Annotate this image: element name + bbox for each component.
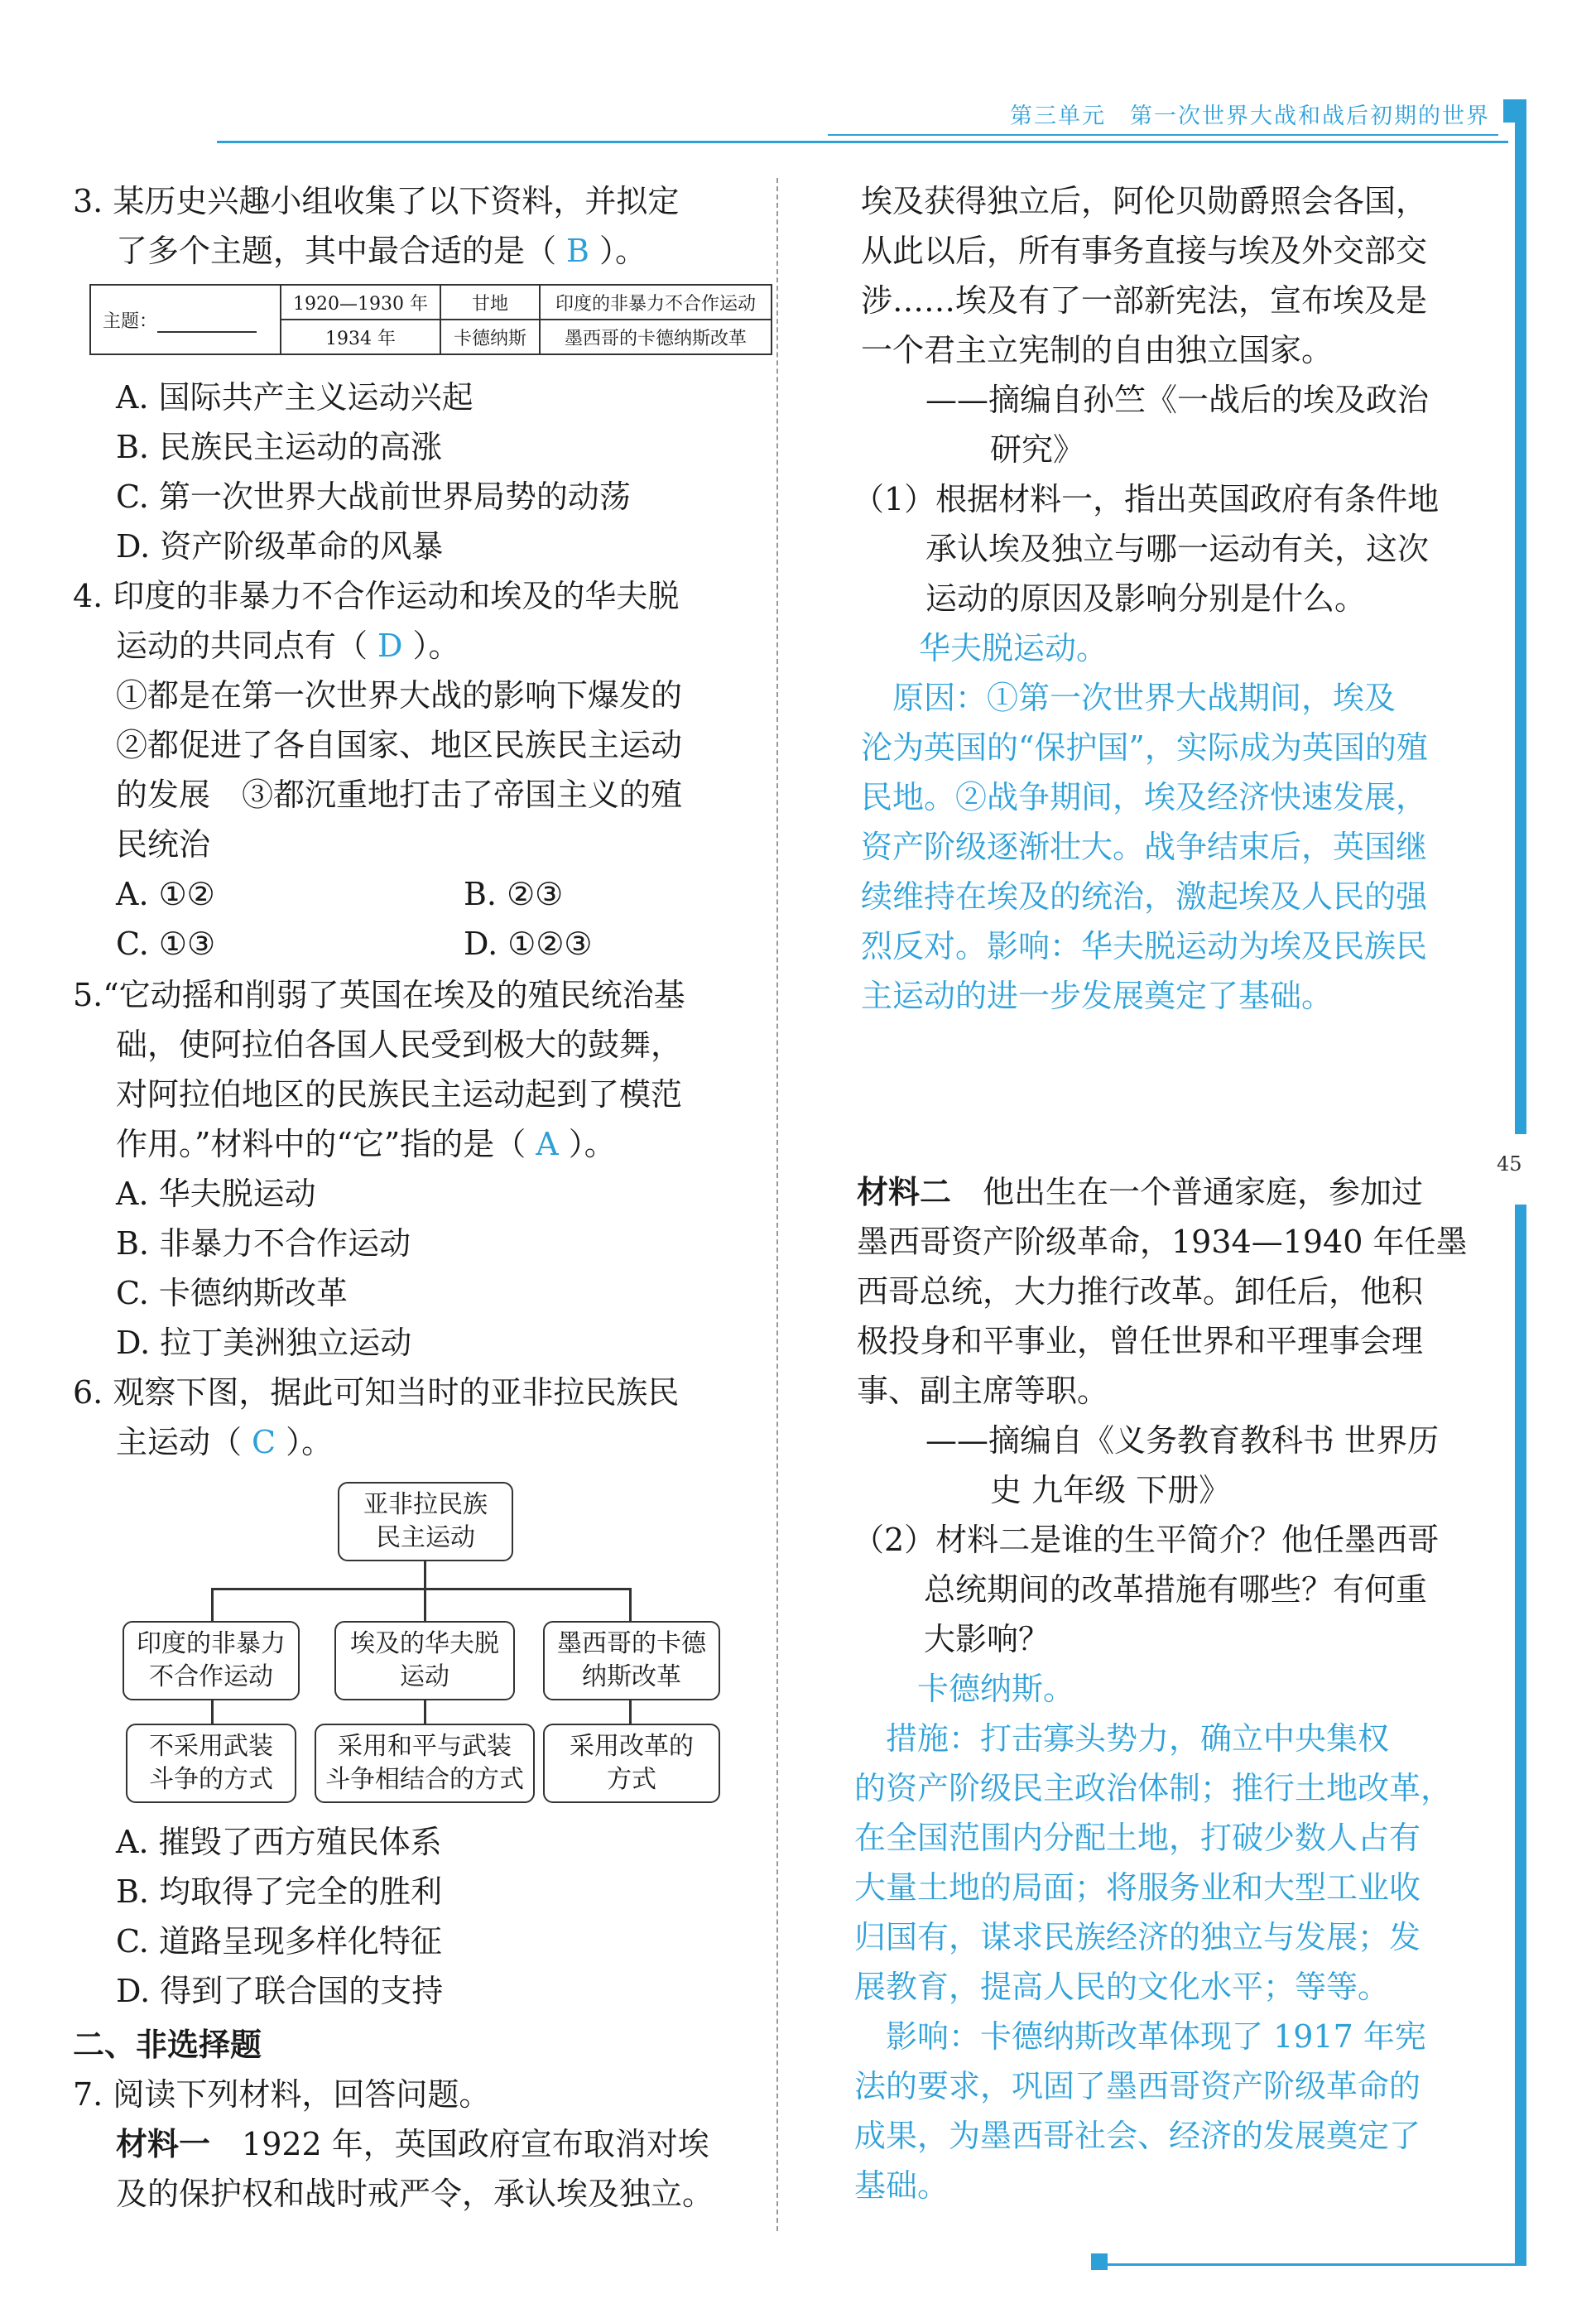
connector (211, 1588, 632, 1590)
q4-stem-text: 运动的共同点有（ (116, 628, 368, 664)
q7-material1-line1 (116, 2119, 709, 2169)
q4-stem-end: ）。 (412, 628, 460, 664)
section-title: 二、非选择题 (73, 2027, 262, 2063)
table-cell: 卡德纳斯 (440, 320, 540, 354)
q4-statement: 民统治 (116, 826, 211, 863)
node-text: 斗争相结合的方式 (325, 1765, 524, 1794)
topic-label: 主题： (103, 310, 158, 332)
node-text: 运动 (400, 1662, 449, 1691)
material2-text: 他出生在一个普通家庭，参加过 (951, 1174, 1424, 1210)
answer-2-line: 基础。 (854, 2167, 949, 2204)
answer-2-line: 法的要求，巩固了墨西哥资产阶级革命的 (854, 2068, 1421, 2104)
table-row (90, 285, 772, 320)
node-text: 亚非拉民族 (363, 1490, 488, 1519)
q4-option-b: B. ②③ (464, 876, 564, 912)
topic-blank (157, 313, 257, 333)
node-text: 不采用武装 (149, 1732, 273, 1761)
topic-cell (90, 285, 281, 354)
material2-source: 史 九年级 下册》 (990, 1472, 1231, 1508)
node-text: 采用改革的 (570, 1732, 694, 1761)
material2-line: 事、副主席等职。 (857, 1373, 1109, 1409)
q4-option-a: A. ①② (116, 876, 215, 912)
node-text: 不合作运动 (149, 1662, 273, 1691)
q7-material1-line2: 及的保护权和战时戒严令，承认埃及独立。 (116, 2176, 714, 2212)
material2-line: 西哥总统，大力推行改革。卸任后，他积 (857, 1273, 1424, 1310)
q3-option-b: B. 民族民主运动的高涨 (116, 429, 443, 465)
q6-option-a: A. 摧毁了西方殖民体系 (116, 1824, 442, 1860)
q6-option-d: D. 得到了联合国的支持 (116, 1973, 444, 2009)
connector (629, 1700, 632, 1725)
answer-1-line: 华夫脱运动。 (919, 630, 1108, 666)
connector (629, 1588, 632, 1623)
table-cell: 印度的非暴力不合作运动 (540, 285, 772, 320)
q6-option-c: C. 道路呈现多样化特征 (116, 1923, 442, 1960)
material2-line: 极投身和平事业，曾任世界和平理事会理 (857, 1323, 1424, 1359)
node-text: 民主运动 (376, 1523, 475, 1552)
q6-stem-line1: 6. 观察下图，据此可知当时的亚非拉民族民 (73, 1374, 680, 1411)
material1-source: 研究》 (990, 431, 1085, 468)
q6-stem-text: 主运动（ (116, 1424, 243, 1460)
q4-statement: 的发展 ③都沉重地打击了帝国主义的殖 (116, 777, 683, 813)
q5-stem-line3: 对阿拉伯地区的民族民主运动起到了模范 (116, 1076, 683, 1113)
answer-2-line: 在全国范围内分配土地，打破少数人占有 (854, 1820, 1421, 1856)
answer-2-line: 展教育，提高人民的文化水平；等等。 (854, 1969, 1390, 2005)
q5-option-a: A. 华夫脱运动 (116, 1176, 316, 1212)
connector (424, 1588, 426, 1623)
q6-answer: C (252, 1424, 276, 1460)
answer-1-line: 民地。②战争期间，埃及经济快速发展， (861, 779, 1428, 815)
q4-option-c: C. ①③ (116, 926, 216, 962)
connector (424, 1561, 426, 1589)
answer-2-line: 成果，为墨西哥社会、经济的发展奠定了 (854, 2118, 1421, 2154)
diagram-node-reform (543, 1724, 720, 1803)
header-rule-upper (828, 134, 1498, 136)
answer-1-line: 资产阶级逐渐壮大。战争结束后，英国继 (861, 829, 1428, 865)
q6-stem-end: ）。 (286, 1424, 334, 1460)
q3-stem-line1: 3. 某历史兴趣小组收集了以下资料，并拟定 (73, 183, 680, 219)
subquestion-2: 总统期间的改革措施有哪些？有何重 (924, 1571, 1428, 1608)
connector (211, 1700, 214, 1725)
running-header (1010, 98, 1490, 130)
column-divider (776, 178, 778, 2231)
q4-option-d: D. ①②③ (464, 926, 593, 962)
node-text: 采用和平与武装 (338, 1732, 512, 1761)
material2-label: 材料二 (857, 1174, 952, 1210)
material1-text: 1922 年，英国政府宣布取消对埃 (210, 2126, 709, 2162)
node-text: 纳斯改革 (582, 1662, 681, 1691)
diagram-node-india (123, 1621, 300, 1700)
diagram-node-combined (315, 1724, 535, 1803)
q3-table (89, 284, 772, 355)
subquestion-2: （2）材料二是谁的生平简介？他任墨西哥 (853, 1522, 1440, 1558)
connector (424, 1700, 426, 1725)
material1-cont-line: 一个君主立宪制的自由独立国家。 (861, 332, 1334, 368)
material2-line: 墨西哥资产阶级革命，1934—1940 年任墨 (857, 1224, 1468, 1260)
answer-1-line: 主运动的进一步发展奠定了基础。 (861, 978, 1334, 1014)
q3-option-a: A. 国际共产主义运动兴起 (116, 379, 474, 416)
header-title: 第一次世界大战和战后初期的世界 (1130, 103, 1490, 129)
subquestion-1: 承认埃及独立与哪一运动有关，这次 (925, 531, 1430, 567)
bottom-rule (1101, 2263, 1526, 2266)
q5-answer: A (536, 1126, 559, 1162)
q5-option-c: C. 卡德纳斯改革 (116, 1275, 348, 1311)
header-rule (217, 141, 1508, 143)
diagram-root-node (338, 1482, 513, 1561)
table-cell: 甘地 (440, 285, 540, 320)
q5-stem-text: 作用。”材料中的“它”指的是（ (116, 1126, 526, 1162)
q5-option-b: B. 非暴力不合作运动 (116, 1225, 411, 1262)
q3-option-d: D. 资产阶级革命的风暴 (116, 528, 444, 565)
answer-2-line: 归国有，谋求民族经济的独立与发展；发 (854, 1919, 1421, 1955)
answer-2-line: 影响：卡德纳斯改革体现了 1917 年宪 (854, 2018, 1426, 2055)
material1-cont-line: 从此以后，所有事务直接与埃及外交部交 (861, 233, 1428, 269)
subquestion-1: （1）根据材料一，指出英国政府有条件地 (853, 481, 1440, 517)
page-number: 45 (1497, 1152, 1522, 1176)
answer-2-line: 措施：打击寡头势力，确立中央集权 (854, 1720, 1390, 1757)
node-text: 斗争的方式 (149, 1765, 273, 1794)
table-cell: 墨西哥的卡德纳斯改革 (540, 320, 772, 354)
material1-cont-line: 埃及获得独立后，阿伦贝勋爵照会各国， (861, 183, 1428, 219)
table-cell: 1934 年 (281, 320, 440, 354)
subquestion-2: 大影响？ (924, 1621, 1050, 1657)
header-unit: 第三单元 (1010, 103, 1106, 129)
material1-label: 材料一 (116, 2126, 211, 2162)
q4-answer: D (377, 628, 403, 664)
q6-stem-line2 (116, 1417, 333, 1467)
material2-source: ——摘编自《义务教育教科书 世界历 (925, 1422, 1440, 1459)
answer-2-line: 卡德纳斯。 (917, 1671, 1075, 1707)
material2-line1 (857, 1167, 1423, 1217)
q3-stem-end: ）。 (598, 233, 647, 269)
answer-1-line: 续维持在埃及的统治，激起埃及人民的强 (861, 878, 1428, 915)
answer-2-line: 的资产阶级民主政治体制；推行土地改革， (854, 1770, 1453, 1806)
q3-stem-text: 了多个主题，其中最合适的是（ (116, 233, 557, 269)
node-text: 墨西哥的卡德 (557, 1629, 706, 1658)
q5-stem-line2: 础，使阿拉伯各国人民受到极大的鼓舞， (116, 1027, 683, 1063)
q3-stem-line2 (116, 226, 647, 276)
node-text: 埃及的华夫脱 (350, 1629, 499, 1658)
q7-stem: 7. 阅读下列材料，回答问题。 (73, 2076, 491, 2113)
bottom-square (1091, 2253, 1108, 2270)
q3-option-c: C. 第一次世界大战前世界局势的动荡 (116, 479, 631, 515)
q4-statement: ②都促进了各自国家、地区民族民主运动 (116, 727, 683, 763)
q5-stem-line1: 5.“它动摇和削弱了英国在埃及的殖民统治基 (73, 977, 685, 1013)
q3-answer: B (566, 233, 589, 269)
node-text: 方式 (607, 1765, 656, 1794)
answer-1-line: 烈反对。影响：华夫脱运动为埃及民族民 (861, 928, 1428, 964)
material1-cont-line: 涉……埃及有了一部新宪法，宣布埃及是 (861, 282, 1428, 319)
q4-stem-line1: 4. 印度的非暴力不合作运动和埃及的华夫脱 (73, 578, 680, 614)
material1-source: ——摘编自孙竺《一战后的埃及政治 (925, 382, 1430, 418)
answer-2-line: 大量土地的局面；将服务业和大型工业收 (854, 1869, 1421, 1906)
node-text: 印度的非暴力 (137, 1629, 286, 1658)
diagram-node-mexico (543, 1621, 720, 1700)
margin-bar-bottom (1515, 1205, 1526, 2264)
diagram-node-nonviolent (126, 1724, 296, 1803)
subquestion-1: 运动的原因及影响分别是什么。 (925, 580, 1367, 617)
q5-option-d: D. 拉丁美洲独立运动 (116, 1325, 412, 1361)
q6-option-b: B. 均取得了完全的胜利 (116, 1873, 443, 1910)
q5-stem-line4 (116, 1119, 616, 1169)
margin-bar-top (1515, 99, 1526, 1134)
q4-statement: ①都是在第一次世界大战的影响下爆发的 (116, 677, 683, 714)
answer-1-line: 沦为英国的“保护国”，实际成为英国的殖 (861, 729, 1428, 766)
q4-stem-line2 (116, 621, 460, 671)
table-cell: 1920—1930 年 (281, 285, 440, 320)
diagram-node-egypt (334, 1621, 515, 1700)
answer-1-line: 原因：①第一次世界大战期间，埃及 (861, 680, 1396, 716)
connector (211, 1588, 214, 1623)
q5-stem-end: ）。 (568, 1126, 616, 1162)
